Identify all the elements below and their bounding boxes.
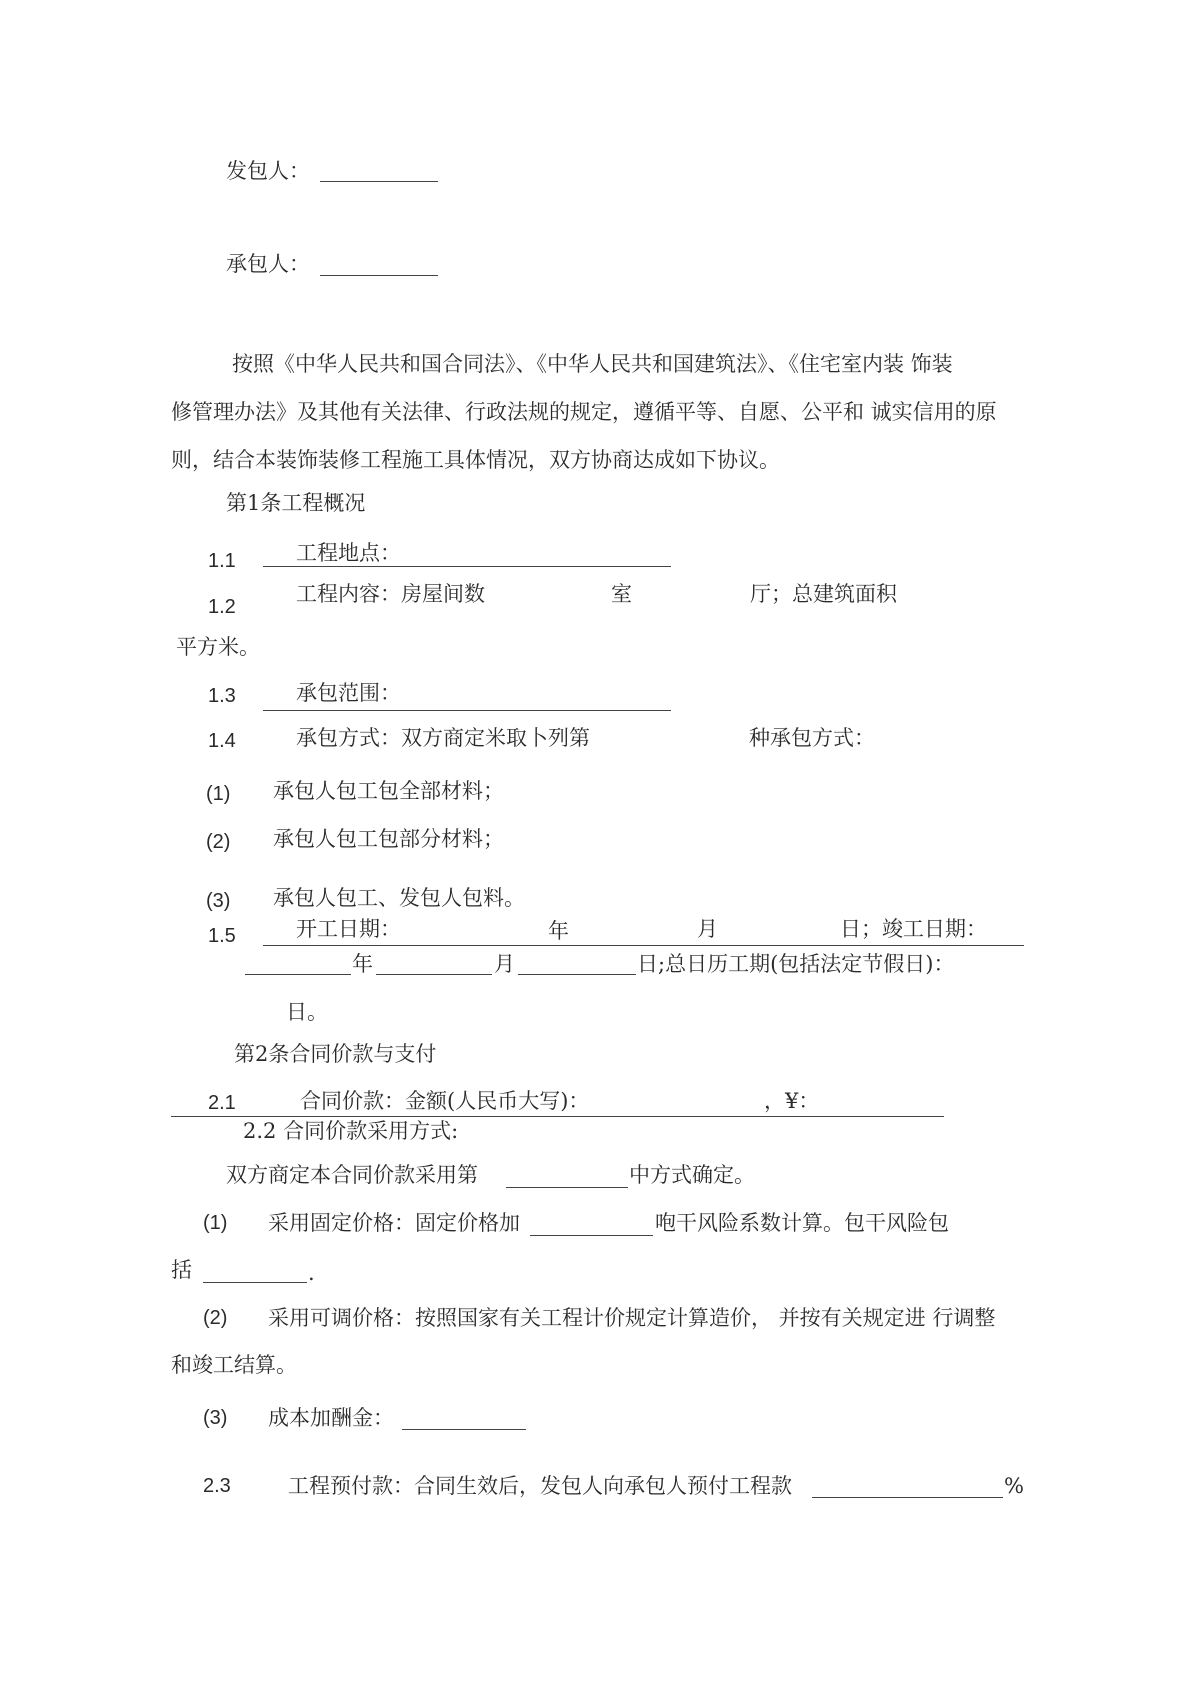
option-3-text: 承包人包工、发包人包料。 (273, 886, 525, 910)
end-day-blank[interactable] (518, 974, 636, 975)
item-1-5-number: 1.5 (208, 925, 236, 947)
price-option-1-text-a: 采用固定价格：固定价格加 (268, 1211, 520, 1235)
item-1-1-number: 1.1 (208, 550, 236, 572)
price-option-1-end: . (308, 1261, 315, 1285)
price-option-1-cont: 括 (171, 1258, 192, 1282)
room-label: 室 (611, 582, 632, 606)
advance-percent-blank[interactable] (812, 1497, 1003, 1498)
content-label: 工程内容：房屋间数 (296, 582, 485, 606)
price-blank[interactable] (171, 1116, 944, 1117)
advance-payment-label: 工程预付款：合同生效后，发包人向承包人预付工程款 (288, 1474, 792, 1498)
method-suffix: 种承包方式： (749, 726, 875, 750)
preamble-line-2: 修管理办法》及其他有关法律、行政法规的规定，遵循平等、自愿、公平和 诚实信用的原 (171, 400, 997, 424)
item-1-2-number: 1.2 (208, 596, 236, 618)
percent-sign: % (1004, 1474, 1024, 1498)
method-label: 承包方式：双方商定米取卜列第 (296, 726, 590, 750)
risk-scope-blank[interactable] (203, 1282, 307, 1283)
start-date-label: 开工日期： (296, 917, 401, 941)
option-2-text: 承包人包工包部分材料； (273, 827, 504, 851)
item-2-1-number: 2.1 (208, 1092, 236, 1114)
article-2-title: 第2条合同价款与支付 (234, 1042, 437, 1066)
price-option-1-number: (1) (203, 1212, 228, 1234)
employer-blank[interactable] (320, 181, 438, 182)
start-date-blank[interactable] (263, 945, 1024, 946)
hall-area-label: 厅；总建筑面积 (750, 582, 897, 606)
item-1-4-number: 1.4 (208, 730, 236, 752)
mode-prefix: 双方商定本合同价款采用第 (226, 1163, 478, 1187)
end-month-blank[interactable] (376, 974, 492, 975)
scope-label: 承包范围： (296, 681, 401, 705)
employer-label: 发包人： (226, 159, 310, 183)
preamble-line-1: 按照《中华人民共和国合同法》、《中华人民共和国建筑法》、《住宅室内装 饰装 (232, 352, 953, 376)
price-option-3-number: (3) (203, 1407, 228, 1429)
option-1-number: (1) (206, 783, 231, 805)
option-1-text: 承包人包工包全部材料； (273, 779, 504, 803)
location-blank[interactable] (263, 566, 671, 567)
item-2-2-title: 2.2 合同价款采用方式: (243, 1119, 459, 1143)
completion-date-label: 日；竣工日期： (840, 917, 987, 941)
location-label: 工程地点： (296, 541, 401, 565)
end-year-blank[interactable] (245, 974, 351, 975)
preamble-line-3: 则，结合本装饰装修工程施工具体情况，双方协商达成如下协议。 (171, 448, 780, 472)
price-option-2-number: (2) (203, 1307, 228, 1329)
price-option-2-cont: 和竣工结算。 (171, 1353, 297, 1377)
contractor-blank[interactable] (320, 275, 438, 276)
contractor-label: 承包人： (226, 252, 310, 276)
price-label: 合同价款：金额(人民币大写)： (300, 1089, 590, 1113)
sqm-label: 平方米。 (176, 635, 260, 659)
start-month-label: 月 (697, 917, 718, 941)
scope-blank[interactable] (263, 710, 671, 711)
total-days-label: 日。 (286, 1000, 328, 1024)
price-option-3-text: 成本加酬金： (268, 1406, 394, 1430)
mode-suffix: 中方式确定。 (629, 1163, 755, 1187)
option-2-number: (2) (206, 831, 231, 853)
end-year-label: 年 (352, 952, 373, 976)
price-option-2-text: 采用可调价格：按照国家有关工程计价规定计算造价， 并按有关规定进 行调整 (268, 1306, 996, 1330)
item-2-3-number: 2.3 (203, 1475, 231, 1497)
item-1-3-number: 1.3 (208, 685, 236, 707)
option-3-number: (3) (206, 890, 231, 912)
cost-plus-blank[interactable] (402, 1429, 526, 1430)
risk-factor-blank[interactable] (530, 1235, 653, 1236)
article-1-title: 第1条工程概况 (226, 491, 366, 515)
start-year-label: 年 (548, 919, 569, 943)
price-option-1-text-b: 咆干风险系数计算。包干风险包 (655, 1211, 949, 1235)
yen-label: ，¥： (764, 1089, 820, 1113)
mode-blank[interactable] (506, 1187, 628, 1188)
total-duration-label: 日;总日历工期(包括法定节假日)： (637, 952, 955, 976)
end-month-label: 月 (494, 952, 515, 976)
